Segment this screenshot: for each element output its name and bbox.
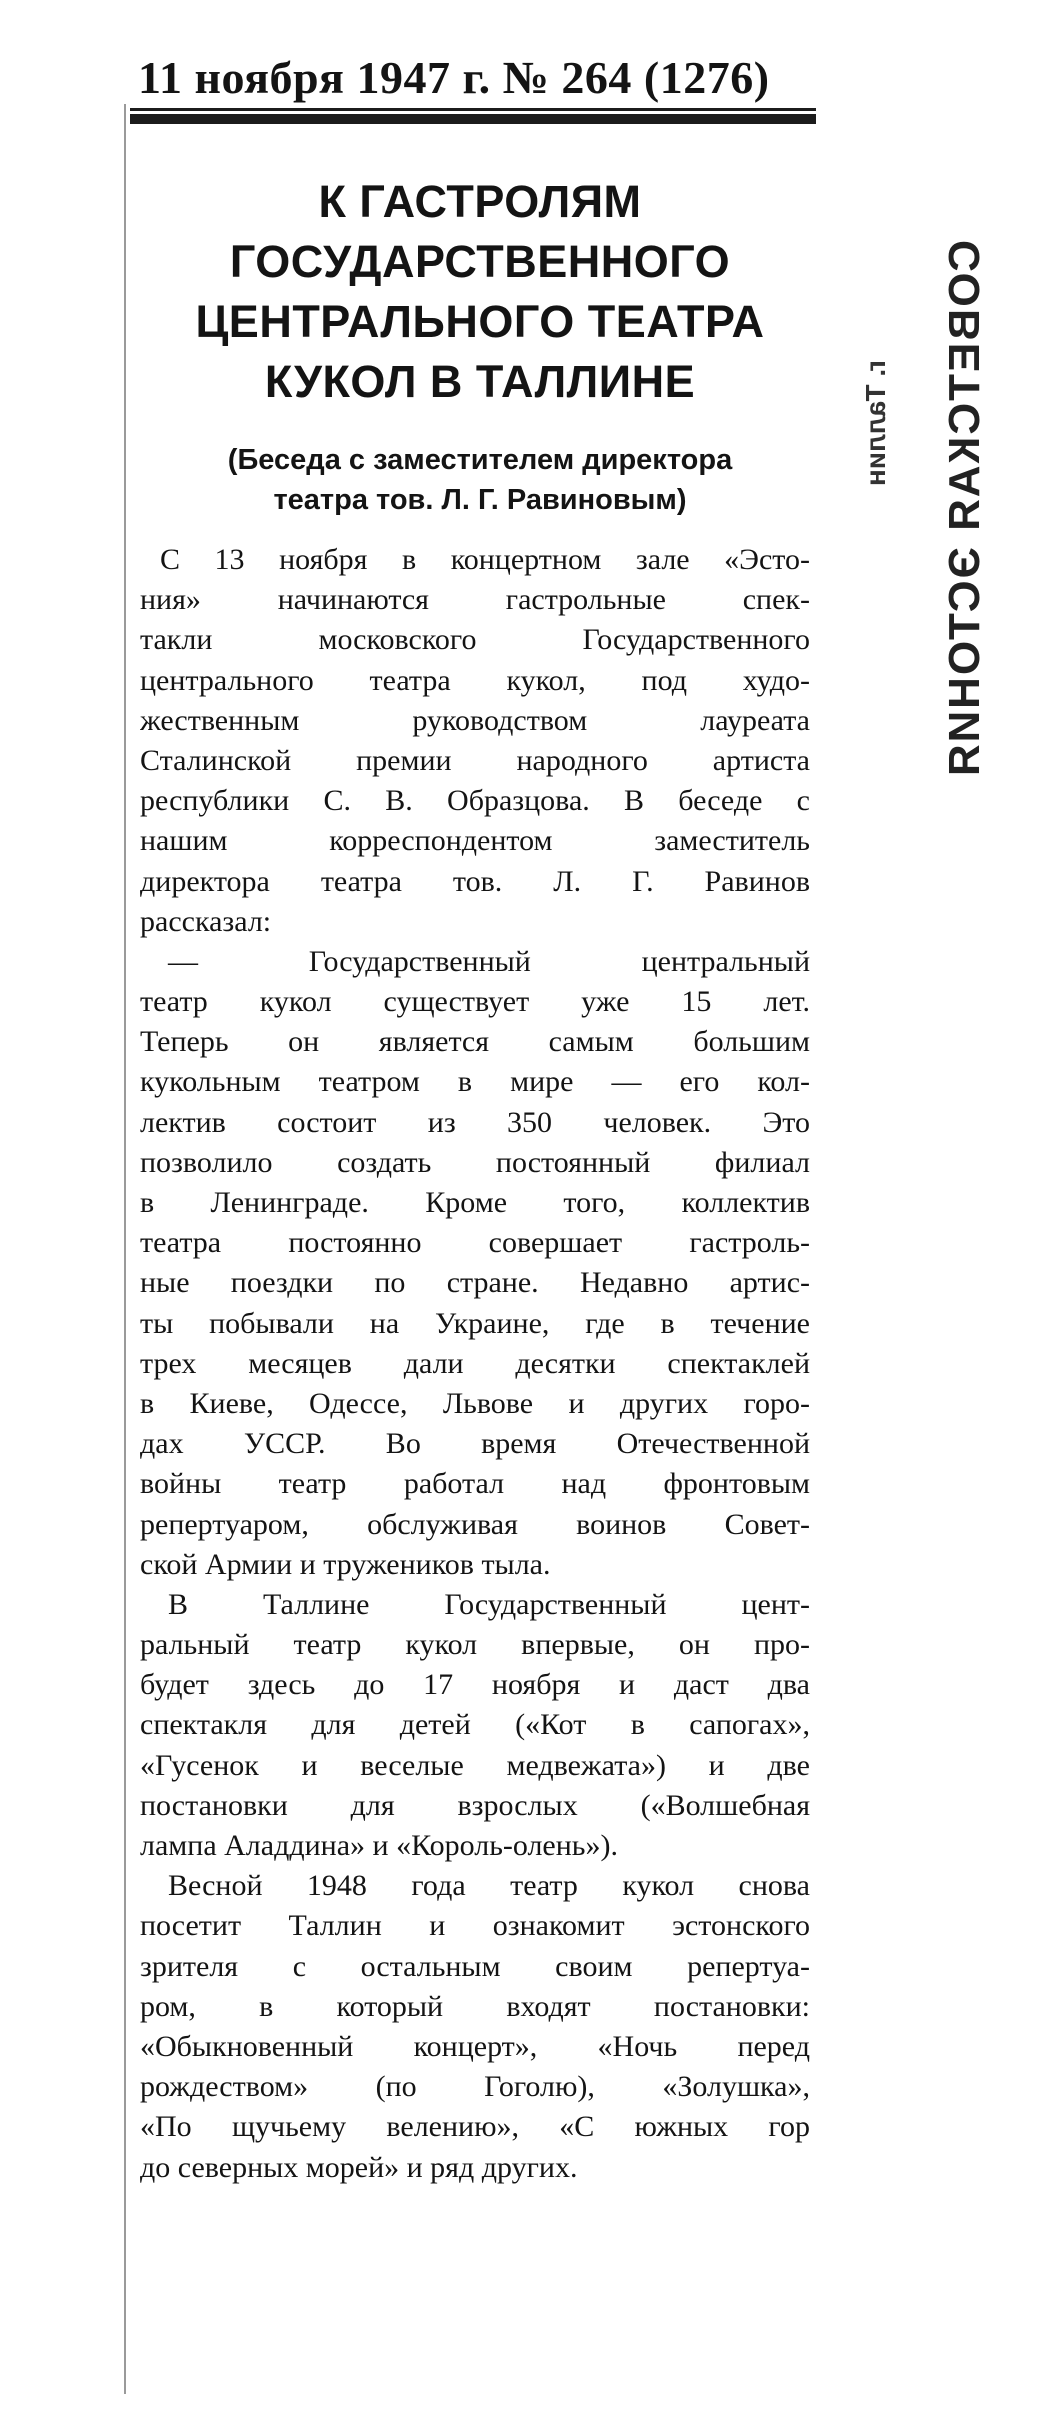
paragraph-line: в Ленинграде. Кроме того, коллектив — [140, 1186, 810, 1219]
subheading-line: (Беседа с заместителем директора — [227, 444, 733, 476]
stamp-city-name: г. Таллин — [860, 360, 891, 487]
paragraph-line: посетит Таллин и ознакомит эстонского — [140, 1909, 810, 1943]
article-paragraph — [140, 942, 810, 1585]
paragraph-line: такли московского Государственного — [140, 623, 810, 657]
paragraph-line: — Государственный центральный — [168, 944, 810, 978]
stamp-newspaper-name: СОВЕТСКАЯ ЭСТОНИЯ — [940, 240, 989, 779]
paragraph-line: ром, в который входят постановки: — [140, 1989, 810, 2023]
paragraph-line: трех месяцев дали десятки спектаклей — [140, 1346, 810, 1380]
article-paragraph — [140, 1585, 810, 1866]
paragraph-line: Сталинской премии народного артиста — [140, 743, 810, 777]
paragraph-line: нашим корреспондентом заместитель — [140, 824, 810, 858]
library-stamp-city — [816, 360, 891, 560]
paragraph-line: постановки для взрослых («Волшебная — [140, 1788, 810, 1822]
headline-line: ЦЕНТРАЛЬНОГО ТЕАТРА — [195, 296, 765, 347]
article-paragraph — [140, 540, 810, 942]
paragraph-line: войны театр работал над фронтовым — [140, 1467, 810, 1501]
article-paragraph — [140, 1866, 810, 2188]
paragraph-line: Теперь он является самым большим — [140, 1025, 810, 1059]
paragraph-line: репертуаром, обслуживая воинов Совет- — [140, 1507, 810, 1541]
paragraph-line: будет здесь до 17 ноября и даст два — [140, 1668, 810, 1702]
paragraph-line: «Гусенок и веселые медвежата») и две — [140, 1748, 810, 1782]
paragraph-line: центрального театра кукол, под худо- — [140, 663, 810, 697]
header-rule-thin — [130, 108, 816, 111]
paragraph-line: республики С. В. Образцова. В беседе с — [140, 784, 810, 818]
paragraph-line: ные поездки по стране. Недавно артис- — [140, 1266, 810, 1300]
headline-line: К ГАСТРОЛЯМ — [318, 176, 642, 227]
paragraph-line: рассказал: — [140, 904, 272, 938]
subheading-line: театра тов. Л. Г. Равиновым) — [273, 484, 687, 516]
headline-line: КУКОЛ В ТАЛЛИНЕ — [264, 356, 696, 407]
paragraph-line: рождеством» (по Гоголю), «Золушка», — [140, 2070, 810, 2104]
paragraph-line: ты побывали на Украине, где в течение — [140, 1306, 810, 1340]
article-headline — [150, 172, 810, 412]
paragraph-line: дах УССР. Во время Отечественной — [140, 1427, 810, 1461]
paragraph-line: в Киеве, Одессе, Львове и других горо- — [140, 1386, 810, 1420]
paragraph-line: «Обыкновенный концерт», «Ночь перед — [140, 2029, 810, 2063]
paragraph-line: ральный театр кукол впервые, он про- — [140, 1628, 810, 1662]
paragraph-line: «По щучьему велению», «С южных гор — [140, 2110, 810, 2144]
paragraph-line: зрителя с остальным своим репертуа- — [140, 1949, 810, 1983]
paragraph-line: директора театра тов. Л. Г. Равинов — [140, 864, 810, 898]
paragraph-line: спектакля для детей («Кот в сапогах», — [140, 1708, 810, 1742]
paragraph-line: кукольным театром в мире — его кол- — [140, 1065, 810, 1099]
headline-line: ГОСУДАРСТВЕННОГО — [229, 236, 731, 287]
paragraph-line: лампа Аладдина» и «Король-олень»). — [140, 1829, 618, 1862]
paragraph-line: В Таллине Государственный цент- — [168, 1587, 810, 1621]
paragraph-line: позволило создать постоянный филиал — [140, 1145, 810, 1179]
paragraph-line: жественным руководством лауреата — [140, 703, 810, 737]
column-margin-line — [124, 104, 126, 2394]
issue-dateline: 11 ноября 1947 г. № 264 (1276) — [138, 52, 770, 103]
paragraph-line: театра постоянно совершает гастроль- — [140, 1226, 810, 1260]
paragraph-line: ской Армии и тружеников тыла. — [140, 1547, 551, 1581]
paragraph-line: Весной 1948 года театр кукол снова — [168, 1869, 810, 1903]
article-body — [140, 540, 810, 2188]
paragraph-line: до северных морей» и ряд других. — [140, 2150, 578, 2184]
paragraph-line: театр кукол существует уже 15 лет. — [140, 985, 810, 1019]
article-subheading — [150, 440, 810, 520]
paragraph-line: ния» начинаются гастрольные спек- — [140, 583, 810, 617]
header-rule-thick — [130, 114, 816, 124]
paragraph-line: С 13 ноября в концертном зале «Эсто- — [160, 543, 810, 576]
paragraph-line: лектив состоит из 350 человек. Это — [140, 1105, 810, 1139]
